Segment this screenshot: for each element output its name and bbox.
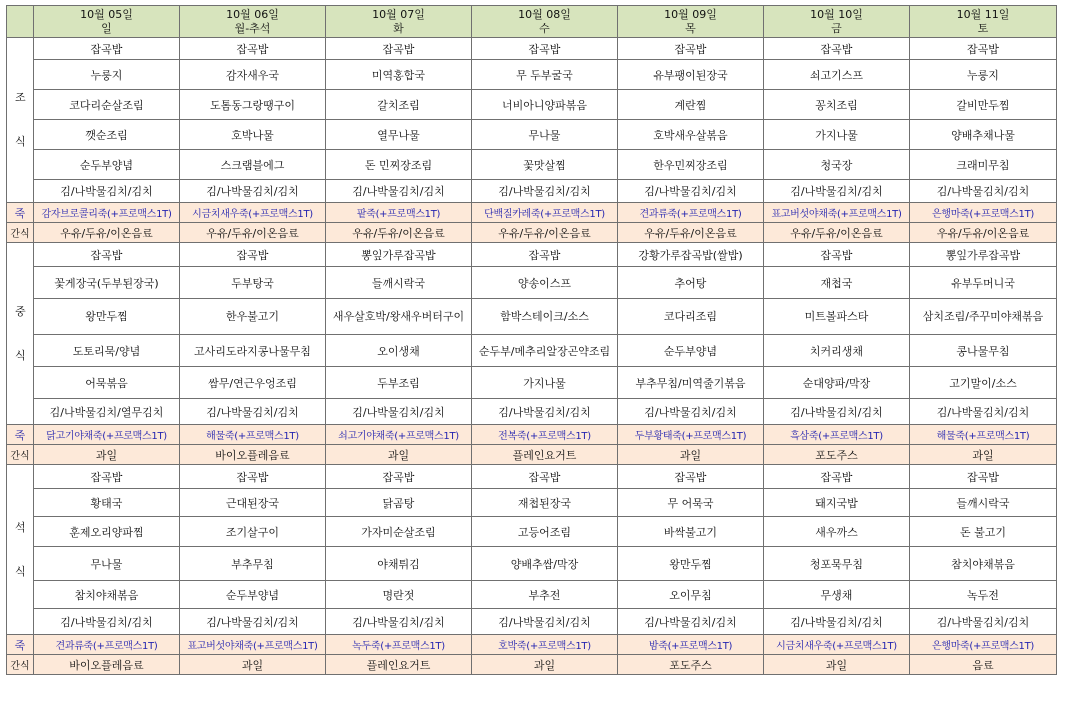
menu-item: 한우불고기 [180,299,326,335]
porridge-item: 호박죽(+프로맥스1T) [472,635,618,655]
menu-item: 잡곡밥 [34,243,180,267]
snack-item: 우유/두유/이온음료 [180,223,326,243]
menu-item: 두부조림 [326,367,472,399]
menu-item: 누룽지 [910,60,1057,90]
snack-item: 우유/두유/이온음료 [34,223,180,243]
porridge-item: 해물죽(+프로맥스1T) [180,425,326,445]
lunch-label: 중식 [7,243,34,425]
menu-item: 도토리묵/양념 [34,335,180,367]
menu-item: 청포묵무침 [764,547,910,581]
menu-item: 감자새우국 [180,60,326,90]
menu-item: 잡곡밥 [326,465,472,489]
menu-item: 김/나박물김치/김치 [910,399,1057,425]
porridge-item: 은행마죽(+프로맥스1T) [910,203,1057,223]
menu-item: 김/나박물김치/김치 [472,399,618,425]
snack-item: 플레인요거트 [326,655,472,675]
porridge-item: 해물죽(+프로맥스1T) [910,425,1057,445]
menu-item: 순두부양념 [618,335,764,367]
meal-row [7,581,1057,609]
menu-item: 새우살호박/왕새우버터구이 [326,299,472,335]
day-weekday: 금 [831,21,842,35]
menu-item: 김/나박물김치/김치 [180,180,326,203]
porridge-item: 시금치새우죽(+프로맥스1T) [764,635,910,655]
meal-row [7,299,1057,335]
day-date: 10월 11일 [956,7,1010,21]
day-header [764,6,910,38]
menu-item: 왕만두찜 [34,299,180,335]
menu-item: 김/나박물김치/김치 [180,399,326,425]
day-date: 10월 08일 [518,7,571,21]
menu-item: 꽃게장국(두부된장국) [34,267,180,299]
porridge-row [7,203,1057,223]
menu-item: 유부두머니국 [910,267,1057,299]
porridge-item: 견과류죽(+프로맥스1T) [34,635,180,655]
day-weekday: 화 [393,21,404,35]
menu-item: 김/나박물김치/김치 [910,609,1057,635]
menu-item: 순두부양념 [34,150,180,180]
menu-item: 크래미무침 [910,150,1057,180]
meal-row [7,90,1057,120]
menu-item: 부추전 [472,581,618,609]
porridge-item: 전복죽(+프로맥스1T) [472,425,618,445]
day-header [472,6,618,38]
menu-item: 조기살구이 [180,517,326,547]
menu-item: 호박새우살볶음 [618,120,764,150]
day-header [34,6,180,38]
meal-row [7,489,1057,517]
menu-item: 김/나박물김치/열무김치 [34,399,180,425]
porridge-item: 쇠고기야채죽(+프로맥스1T) [326,425,472,445]
menu-item: 양배추채나물 [910,120,1057,150]
meal-row [7,367,1057,399]
menu-item: 잡곡밥 [472,38,618,60]
menu-item: 너비아니양파볶음 [472,90,618,120]
porridge-item: 표고버섯야채죽(+프로맥스1T) [764,203,910,223]
menu-item: 부추무침 [180,547,326,581]
menu-item: 잡곡밥 [618,38,764,60]
menu-item: 김/나박물김치/김치 [326,399,472,425]
menu-item: 김/나박물김치/김치 [180,609,326,635]
menu-item: 어묵볶음 [34,367,180,399]
menu-item: 강황가루잡곡밥(쌀밥) [618,243,764,267]
snack-label: 간식 [7,223,34,243]
meal-row [7,243,1057,267]
menu-item: 뽕잎가루잡곡밥 [326,243,472,267]
meal-row [7,150,1057,180]
menu-item: 콩나물무침 [910,335,1057,367]
snack-item: 우유/두유/이온음료 [326,223,472,243]
menu-item: 김/나박물김치/김치 [326,609,472,635]
menu-item: 도톰동그랑땡구이 [180,90,326,120]
meal-row [7,399,1057,425]
menu-item: 쌈무/연근우엉조림 [180,367,326,399]
menu-item: 고사리도라지콩나물무침 [180,335,326,367]
day-header [910,6,1057,38]
snack-label: 간식 [7,655,34,675]
porridge-item: 단백질카레죽(+프로맥스1T) [472,203,618,223]
porridge-item: 표고버섯야채죽(+프로맥스1T) [180,635,326,655]
menu-item: 근대된장국 [180,489,326,517]
menu-item: 유부팽이된장국 [618,60,764,90]
porridge-item: 흑삼죽(+프로맥스1T) [764,425,910,445]
menu-item: 순두부/메추리알장곤약조림 [472,335,618,367]
menu-item: 청국장 [764,150,910,180]
menu-item: 잡곡밥 [618,465,764,489]
menu-item: 무 두부굴국 [472,60,618,90]
menu-item: 잡곡밥 [180,243,326,267]
menu-item: 고등어조림 [472,517,618,547]
meal-row [7,609,1057,635]
day-weekday: 일 [101,21,112,35]
menu-item: 김/나박물김치/김치 [910,180,1057,203]
menu-item: 돈 민찌장조림 [326,150,472,180]
menu-item: 김/나박물김치/김치 [618,180,764,203]
menu-item: 김/나박물김치/김치 [618,609,764,635]
menu-item: 스크램블에그 [180,150,326,180]
menu-item: 잡곡밥 [764,38,910,60]
porridge-row [7,635,1057,655]
day-date: 10월 09일 [664,7,717,21]
day-weekday: 월-추석 [234,21,271,35]
snack-item: 우유/두유/이온음료 [764,223,910,243]
day-header [326,6,472,38]
menu-item: 가지나물 [472,367,618,399]
menu-item: 녹두전 [910,581,1057,609]
snack-item: 과일 [326,445,472,465]
menu-item: 무나물 [34,547,180,581]
meal-row [7,267,1057,299]
menu-item: 김/나박물김치/김치 [618,399,764,425]
menu-item: 쇠고기스프 [764,60,910,90]
menu-item: 잡곡밥 [910,38,1057,60]
meal-row [7,547,1057,581]
menu-item: 잡곡밥 [472,243,618,267]
weekly-meal-table [6,5,1057,675]
menu-item: 참치야채볶음 [34,581,180,609]
menu-item: 열무나물 [326,120,472,150]
menu-item: 부추무침/미역줄기볶음 [618,367,764,399]
meal-row [7,38,1057,60]
porridge-row [7,425,1057,445]
menu-item: 함박스테이크/소스 [472,299,618,335]
menu-item: 돼지국밥 [764,489,910,517]
snack-row [7,655,1057,675]
menu-item: 들깨시락국 [326,267,472,299]
meal-row [7,180,1057,203]
day-weekday: 목 [685,21,696,35]
menu-item: 황태국 [34,489,180,517]
menu-item: 무생채 [764,581,910,609]
snack-item: 과일 [34,445,180,465]
porridge-item: 감자브로콜리죽(+프로맥스1T) [34,203,180,223]
day-header [180,6,326,38]
menu-item: 미트볼파스타 [764,299,910,335]
menu-item: 양송이스프 [472,267,618,299]
menu-item: 재첩된장국 [472,489,618,517]
menu-item: 김/나박물김치/김치 [472,180,618,203]
menu-item: 양배추쌈/막장 [472,547,618,581]
menu-item: 김/나박물김치/김치 [34,180,180,203]
menu-item: 꽁치조림 [764,90,910,120]
porridge-item: 닭고기야채죽(+프로맥스1T) [34,425,180,445]
menu-item: 순대양파/막장 [764,367,910,399]
menu-item: 잡곡밥 [910,465,1057,489]
snack-item: 포도주스 [764,445,910,465]
menu-item: 두부탕국 [180,267,326,299]
menu-item: 오이생채 [326,335,472,367]
header-row [7,6,1057,38]
snack-item: 우유/두유/이온음료 [472,223,618,243]
porridge-label: 죽 [7,203,34,223]
snack-item: 과일 [764,655,910,675]
menu-item: 코다리조림 [618,299,764,335]
menu-item: 바싹불고기 [618,517,764,547]
menu-item: 잡곡밥 [326,38,472,60]
breakfast-label: 조식 [7,38,34,203]
menu-item: 갈치조림 [326,90,472,120]
menu-item: 닭곰탕 [326,489,472,517]
porridge-item: 은행마죽(+프로맥스1T) [910,635,1057,655]
snack-label: 간식 [7,445,34,465]
menu-item: 뽕잎가루잡곡밥 [910,243,1057,267]
menu-item: 재첩국 [764,267,910,299]
menu-item: 갈비만두찜 [910,90,1057,120]
meal-row [7,517,1057,547]
menu-item: 가자미순살조림 [326,517,472,547]
menu-item: 계란찜 [618,90,764,120]
menu-item: 삼치조림/주꾸미야채볶음 [910,299,1057,335]
menu-item: 훈제오리양파찜 [34,517,180,547]
menu-item: 한우민찌장조림 [618,150,764,180]
menu-item: 잡곡밥 [34,465,180,489]
menu-item: 김/나박물김치/김치 [472,609,618,635]
dinner-label: 석식 [7,465,34,635]
day-date: 10월 05일 [80,7,133,21]
menu-item: 김/나박물김치/김치 [764,609,910,635]
menu-item: 코다리순살조림 [34,90,180,120]
snack-item: 음료 [910,655,1057,675]
corner-cell [7,6,34,38]
menu-item: 잡곡밥 [764,243,910,267]
menu-item: 김/나박물김치/김치 [764,399,910,425]
meal-row [7,335,1057,367]
porridge-item: 견과류죽(+프로맥스1T) [618,203,764,223]
menu-item: 가지나물 [764,120,910,150]
menu-item: 돈 불고기 [910,517,1057,547]
porridge-item: 녹두죽(+프로맥스1T) [326,635,472,655]
day-date: 10월 06일 [226,7,279,21]
menu-item: 잡곡밥 [180,38,326,60]
snack-item: 포도주스 [618,655,764,675]
snack-item: 과일 [910,445,1057,465]
menu-item: 추어탕 [618,267,764,299]
snack-item: 플레인요거트 [472,445,618,465]
porridge-item: 두부황태죽(+프로맥스1T) [618,425,764,445]
menu-item: 치커리생채 [764,335,910,367]
meal-row [7,120,1057,150]
day-weekday: 토 [977,21,989,35]
menu-item: 왕만두찜 [618,547,764,581]
snack-item: 과일 [180,655,326,675]
menu-item: 순두부양념 [180,581,326,609]
snack-item: 바이오플레음료 [180,445,326,465]
menu-item: 잡곡밥 [180,465,326,489]
snack-item: 과일 [472,655,618,675]
menu-item: 꽃맛살찜 [472,150,618,180]
menu-item: 잡곡밥 [764,465,910,489]
menu-item: 야채튀김 [326,547,472,581]
day-date: 10월 07일 [372,7,425,21]
menu-item: 김/나박물김치/김치 [764,180,910,203]
porridge-item: 시금치새우죽(+프로맥스1T) [180,203,326,223]
snack-item: 우유/두유/이온음료 [910,223,1057,243]
menu-item: 참치야채볶음 [910,547,1057,581]
menu-item: 무나물 [472,120,618,150]
menu-item: 들깨시락국 [910,489,1057,517]
menu-item: 잡곡밥 [34,38,180,60]
menu-item: 김/나박물김치/김치 [34,609,180,635]
meal-row [7,465,1057,489]
menu-item: 호박나물 [180,120,326,150]
menu-item: 누룽지 [34,60,180,90]
day-weekday: 수 [539,21,550,35]
menu-item: 무 어묵국 [618,489,764,517]
snack-row [7,223,1057,243]
menu-item: 깻순조림 [34,120,180,150]
day-header [618,6,764,38]
snack-row [7,445,1057,465]
menu-item: 고기말이/소스 [910,367,1057,399]
menu-item: 명란젓 [326,581,472,609]
meal-row [7,60,1057,90]
menu-item: 미역홍합국 [326,60,472,90]
snack-item: 바이오플레음료 [34,655,180,675]
porridge-label: 죽 [7,425,34,445]
menu-item: 김/나박물김치/김치 [326,180,472,203]
menu-item: 잡곡밥 [472,465,618,489]
menu-item: 새우까스 [764,517,910,547]
porridge-label: 죽 [7,635,34,655]
day-date: 10월 10일 [810,7,863,21]
porridge-item: 팥죽(+프로맥스1T) [326,203,472,223]
snack-item: 우유/두유/이온음료 [618,223,764,243]
porridge-item: 밤죽(+프로맥스1T) [618,635,764,655]
menu-item: 오이무침 [618,581,764,609]
snack-item: 과일 [618,445,764,465]
